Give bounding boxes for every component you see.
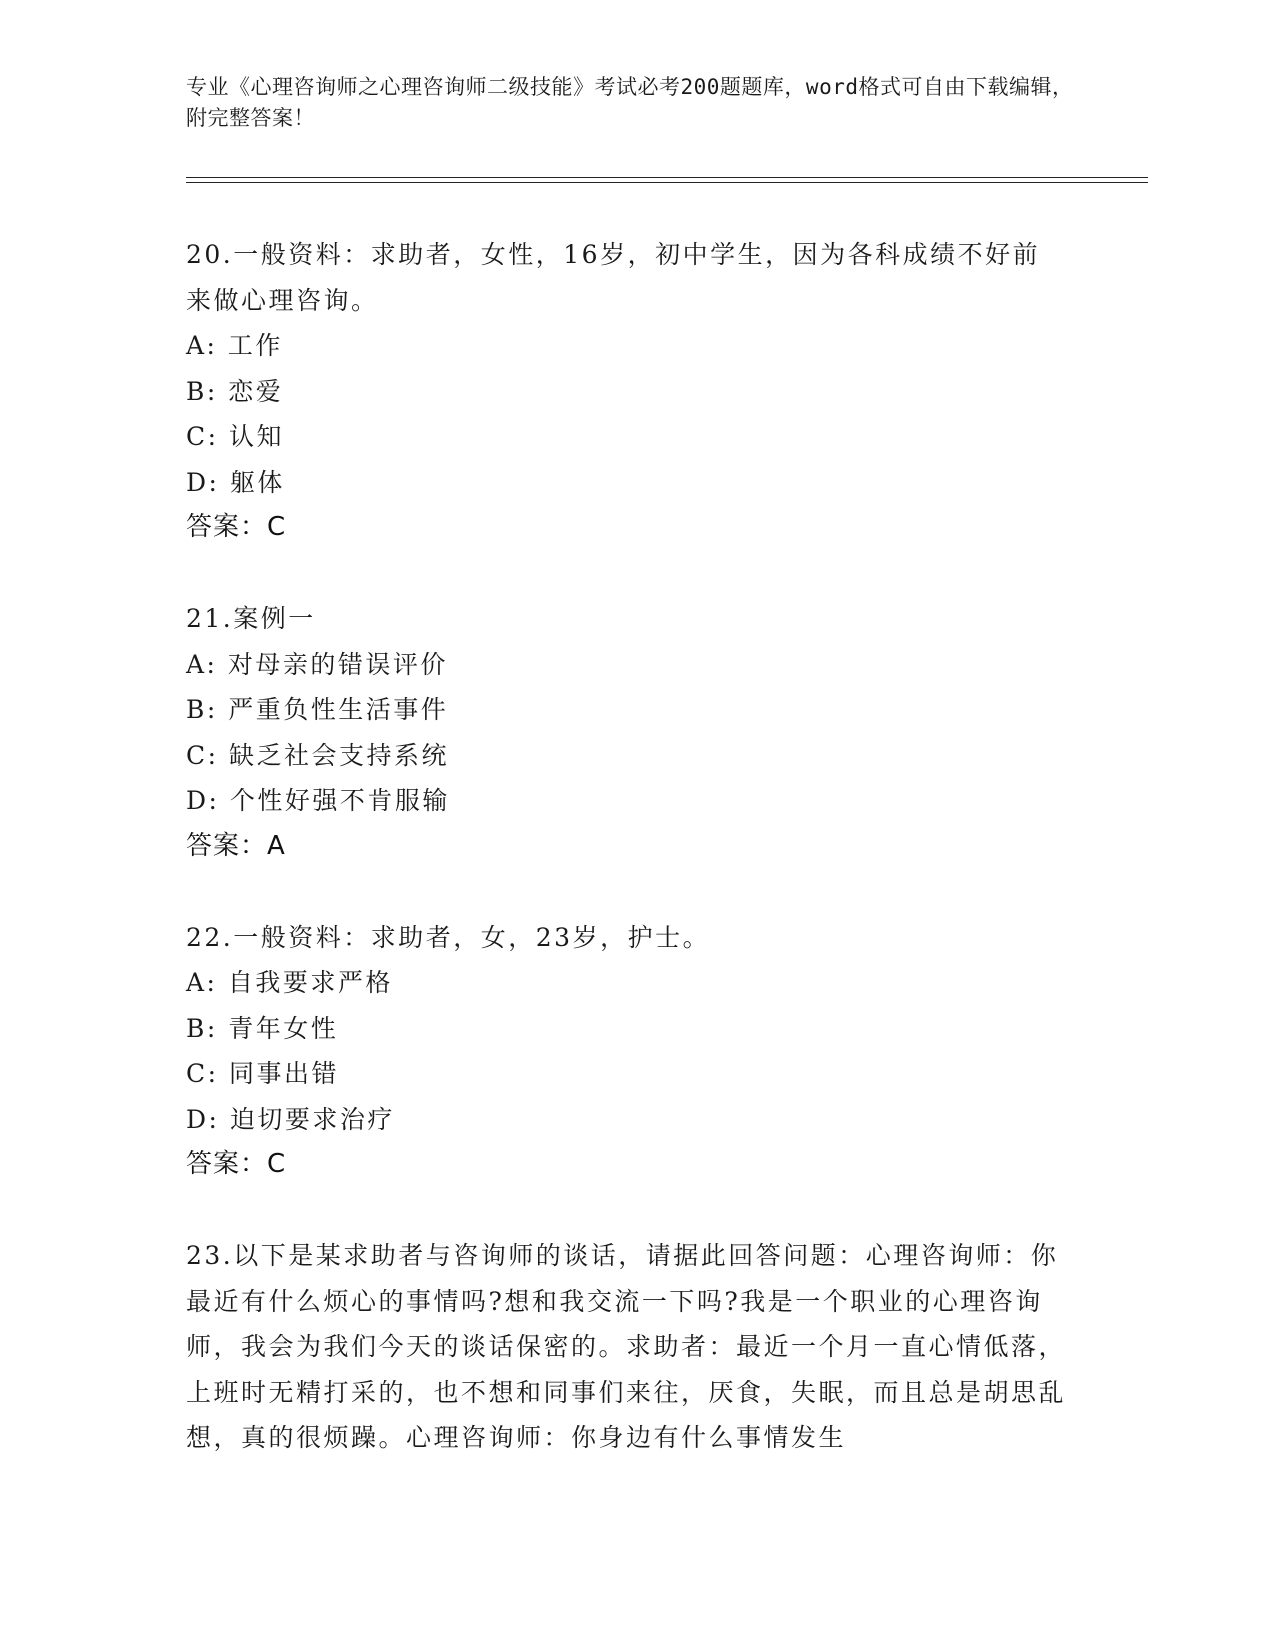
answer-line: 答案：C [186,1149,287,1179]
option-b: B: 恋爱 [186,376,284,406]
option-d: D: 个性好强不肯服输 [186,786,450,815]
question-list [186,232,1066,1461]
option-b: B: 青年女性 [186,1013,339,1043]
question-spacer [186,1188,1066,1234]
question-stem: 22.一般资料：求助者，女，23岁，护士。 [186,922,711,952]
option-a: A: 对母亲的错误评价 [186,649,448,679]
question-20 [186,232,1066,551]
option-c: C: 同事出错 [186,1059,339,1088]
header-divider-top [186,177,1148,178]
answer-line: 答案：A [186,830,286,861]
question-spacer [186,869,1066,915]
option-c: C: 缺乏社会支持系统 [186,740,449,770]
option-b: B: 严重负性生活事件 [186,695,449,724]
question-stem: 20.一般资料：求助者，女性，16岁，初中学生，因为各科成绩不好前来做心理咨询。 [186,240,1041,315]
answer-line: 答案：C [186,512,287,542]
question-stem: 21.案例一 [186,604,316,633]
document-header: 专业《心理咨询师之心理咨询师二级技能》考试必考200题题库，word格式可自由下载编辑，附完整答案！ [186,75,1074,130]
option-a: A: 工作 [186,331,283,360]
option-d: D: 躯体 [186,467,285,497]
question-22 [186,915,1066,1188]
option-d: D: 迫切要求治疗 [186,1104,395,1134]
question-stem: 23.以下是某求助者与咨询师的谈话，请据此回答问题：心理咨询师：你最近有什么烦心的事情吗?想和我交流一下吗?我是一个职业的心理咨询师，我会为我们今天的谈话保密的。求助者：最近一个月一直心情低落，上班时无精打采的，也不想和同事们来往，厌食，失眠，而且总是胡思乱想，真的很烦躁。心理咨询师：你身边有什么事情发生 [186,1241,1067,1452]
question-23 [186,1233,1066,1461]
header-divider-bottom [186,182,1148,183]
question-spacer [186,551,1066,597]
question-21 [186,596,1066,869]
option-c: C: 认知 [186,422,284,451]
option-a: A: 自我要求严格 [186,968,393,997]
